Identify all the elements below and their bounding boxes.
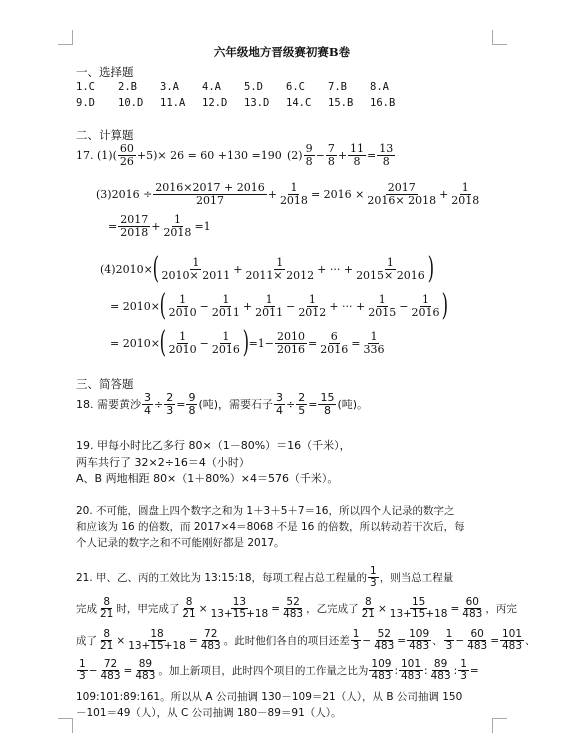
fraction [368,566,379,589]
operator: + [233,262,243,276]
crop-mark-top-left [58,30,73,45]
answer: 16.B [370,97,396,109]
fraction [167,331,199,355]
operator: − [455,634,465,647]
fraction [318,392,336,416]
denominator: 4 [276,403,284,417]
operator: : [424,664,428,677]
numerator: 2017 [387,181,416,194]
fraction [133,659,157,682]
fraction [444,629,455,652]
q21-line2 [76,597,517,620]
fraction [304,143,315,167]
text: 18. 需要黄沙 [76,398,141,412]
q19-line1: 19. 甲每小时比乙多行 80×（1－80%）＝16（千米）， [76,439,351,452]
text: ，乙完成了 [306,603,359,616]
denominator: 3 [352,640,360,653]
fraction [275,331,307,355]
fraction [354,257,427,281]
fraction [209,597,271,620]
left-paren: ( [152,251,159,286]
operator: × [198,602,208,615]
denominator: 2010× 2011 [161,268,231,282]
numerator: 1 [460,658,467,670]
fraction [167,294,199,318]
numerator: 3 [144,391,151,404]
fraction [160,257,233,281]
operator: − [362,634,372,647]
operator: − [286,299,296,313]
fraction [77,659,88,682]
operator: = [188,634,198,647]
operator: 、 [525,635,536,648]
fraction [180,597,197,620]
denominator: 13+15+18 [210,608,269,621]
q17-part1 [76,143,282,167]
expression: =1− [248,336,275,350]
fraction [409,294,441,318]
operator: + [439,187,449,201]
label: = 2010× [110,299,160,313]
numerator: 72 [204,628,218,640]
fraction [210,294,242,318]
numerator: 1 [370,329,378,343]
numerator: 1 [461,181,469,194]
fraction [98,597,115,620]
denominator: 483 [200,640,221,653]
answer: 12.D [202,97,228,109]
numerator: 89 [138,658,153,670]
numerator: 2010 [277,329,306,343]
numerator: 1 [179,329,187,343]
fraction [399,659,423,682]
right-paren: ) [442,288,449,323]
operator: + [242,299,253,313]
operator: = [308,397,318,411]
fraction [361,331,386,355]
fraction [348,143,366,167]
denominator: 2015 [368,305,397,319]
denominator: 21 [361,608,375,621]
operator: × [116,634,126,647]
expression: =1 [194,219,211,233]
denominator: 336 [363,342,385,356]
fraction [278,182,310,206]
numerator: 1 [265,292,273,306]
numerator: 101 [502,628,523,640]
operator: = [108,219,118,233]
numerator: 1 [308,292,316,306]
numerator: 18 [150,628,164,640]
operator: = [308,336,318,350]
numerator: 1 [179,292,187,306]
numerator: 89 [433,658,448,670]
fraction [126,629,188,652]
operator: = [469,664,479,677]
denominator: 483 [430,670,451,683]
denominator: 483 [374,640,395,653]
denominator: 5 [298,403,306,417]
numerator: 1 [386,255,394,269]
denominator: 4 [144,403,151,417]
answer: 14.C [286,97,312,109]
operator: − [88,664,98,677]
operator: + ··· + [329,299,366,313]
denominator: 3 [445,640,453,653]
q17-part4-line2 [110,288,449,323]
crop-mark-bottom-right [492,718,507,733]
denominator: 26 [119,154,134,168]
denominator: 2018 [163,225,192,239]
numerator: 60 [119,142,134,155]
fraction [296,392,307,416]
fraction [465,629,489,652]
answer-row-2 [76,97,412,109]
text: 。此时他们各自的项目还差 [223,635,350,648]
section-heading-choice: 一、选择题 [76,65,134,79]
operator: = [397,634,407,647]
answer: 4.A [202,81,221,93]
numerator: 52 [377,628,391,640]
numerator: 1 [222,292,230,306]
answer: 6.C [286,81,305,93]
expression: = 2016 × [310,187,365,201]
fraction [360,597,377,620]
numerator: 8 [364,596,372,608]
q19-line3: A、B 两地相距 80×（1＋80%）×4＝576（千米）。 [76,472,339,485]
q19-line2: 两车共行了 32×2÷16＝4（小时） [76,456,250,469]
numerator: 15 [320,391,335,404]
denominator: 2018 [279,193,308,207]
denominator: 3 [166,403,174,417]
q21-line3 [76,629,536,652]
numerator: 15 [411,596,426,608]
denominator: 3 [370,577,377,590]
denominator: 483 [467,640,488,653]
numerator: 8 [103,596,111,608]
fraction [372,629,396,652]
numerator: 1 [370,565,377,577]
crop-mark-top-right [492,30,507,45]
numerator: 2 [298,391,306,404]
answer: 5.D [244,81,263,93]
fraction [161,214,193,238]
operator: − [399,299,409,313]
answer: 7.B [328,81,347,93]
fraction [98,629,115,652]
operator: = [490,634,499,647]
label: 17. (1)( [76,148,117,162]
numerator: 60 [470,628,484,640]
label: = 2010× [110,336,160,350]
q18 [76,392,368,416]
operator: = [367,148,377,162]
operator: 、 [432,635,443,648]
numerator: 1 [378,292,386,306]
right-paren: ) [427,251,434,286]
operator: = [450,602,460,615]
fraction [449,182,481,206]
denominator: 3 [79,670,86,683]
fraction [243,257,316,281]
denominator: 8 [327,154,335,168]
numerator: 1 [352,628,360,640]
answer: 11.A [160,97,186,109]
denominator: 2016 [411,305,440,319]
fraction [281,597,305,620]
q21-line1 [76,566,453,589]
denominator: 2011 [211,305,240,319]
operator: : [394,664,398,677]
label: (3)2016 ÷ [96,187,153,201]
operator: ÷ [286,397,296,411]
denominator: 483 [502,640,523,653]
crop-mark-bottom-left [58,718,73,733]
numerator: 109 [409,628,430,640]
denominator: 21 [182,608,196,621]
denominator: 2016 [320,342,349,356]
numerator: 60 [465,596,479,608]
fraction [296,294,328,318]
expression: +5)× 26 = 60 +130 =190 [136,148,282,162]
numerator: 1 [79,658,86,670]
denominator: 2012 [298,305,327,319]
operator: : [453,664,458,677]
text: 完成 [76,603,97,616]
fraction [366,294,398,318]
denominator: 8 [323,403,331,417]
operator: − [199,336,209,350]
text: 成了 [76,635,97,648]
numerator: 101 [401,658,422,670]
denominator: 483 [401,670,422,683]
numerator: 1 [445,628,453,640]
q20-line1: 20. 不可能，圆盘上四个数字之和为 1＋3＋5＋7＝16，所以四个人记录的数字之 [76,505,455,517]
denominator: 483 [100,670,121,683]
denominator: 8 [382,154,390,168]
text: (吨)。 [337,398,369,412]
numerator: 1 [276,255,284,269]
answer: 15.B [328,97,354,109]
answer: 13.D [244,97,270,109]
denominator: 13+15+18 [389,608,448,621]
fraction [210,331,242,355]
denominator: 483 [371,670,392,683]
fraction [388,597,450,620]
answer: 3.A [160,81,179,93]
denominator: 2017 [196,193,224,207]
numerator: 2016×2017 + 2016 [155,181,265,194]
section-heading-calc: 二、计算题 [76,128,134,142]
denominator: 2011 [255,305,284,319]
denominator: 483 [283,608,304,621]
denominator: 2018 [451,193,480,207]
text: 时，甲完成了 [116,603,180,616]
fraction [460,597,484,620]
q20-line2: 和应该为 16 的倍数，而 2017×4＝8068 不是 16 的倍数，所以转动若干次后，每 [76,521,465,533]
numerator: 3 [276,391,284,404]
fraction [118,143,136,167]
fraction [365,182,438,206]
denominator: 483 [135,670,156,683]
numerator: 9 [305,142,313,155]
denominator: 3 [460,670,467,683]
fraction [500,629,524,652]
denominator: 2018 [120,225,149,239]
q17-part4-line3 [110,325,387,360]
denominator: 8 [353,154,361,168]
page-title: 六年级地方晋级赛初赛B卷 [213,45,351,59]
text: ，则当总工程量 [379,572,454,585]
answer-row-1 [76,81,412,93]
denominator: 8 [188,403,196,417]
fraction [274,392,285,416]
right-paren: ) [242,325,249,360]
answer: 1.C [76,81,95,93]
text: ，丙完 [485,603,517,616]
label: (2) [287,148,303,162]
denominator: 8 [305,154,313,168]
q17-part4-line1 [100,251,434,286]
operator: + [151,219,161,233]
fraction [142,392,153,416]
numerator: 109 [371,658,392,670]
denominator: 483 [462,608,483,621]
left-paren: ( [159,325,167,360]
numerator: 8 [103,628,111,640]
fraction [458,659,469,682]
answer: 9.D [76,97,95,109]
fraction [429,659,453,682]
numerator: 8 [185,596,193,608]
section-heading-short: 三、简答题 [76,377,134,391]
numerator: 1 [421,292,429,306]
operator: + [337,148,348,162]
numerator: 13 [232,596,247,608]
denominator: 2016× 2018 [367,193,437,207]
q17-part2 [287,143,396,167]
numerator: 2 [166,391,174,404]
denominator: 2010 [168,305,197,319]
numerator: 52 [286,596,300,608]
text: 21. 甲、乙、丙的工效比为 13:15:18，每项工程占总工程量的 [76,572,368,585]
numerator: 2017 [120,213,149,226]
numerator: 72 [103,658,118,670]
fraction [199,629,223,652]
fraction [326,143,337,167]
q21-line6: －101＝49（人），从 C 公司抽调 180－89＝91（人）。 [76,707,342,719]
denominator: 2011× 2012 [245,268,315,282]
denominator: 2015× 2016 [356,268,425,282]
left-paren: ( [159,288,167,323]
q17-part3-line2 [108,214,211,238]
denominator: 2016 [211,342,240,356]
operator: ÷ [154,397,164,411]
text: 。加上新项目，此时四个项目的工作量之比为 [158,665,369,678]
operator: = [271,602,281,615]
numerator: 9 [188,391,196,404]
q17-part3-line1 [96,182,482,206]
numerator: 1 [192,255,200,269]
fraction [99,659,123,682]
numerator: 7 [327,142,335,155]
operator: = [123,664,133,677]
answer: 2.B [118,81,137,93]
q21-line4 [76,659,479,682]
operator: + ··· + [317,262,354,276]
fraction [164,392,175,416]
operator: + [267,187,277,201]
numerator: 6 [330,329,338,343]
denominator: 21 [100,640,114,653]
answer: 8.A [370,81,389,93]
operator: − [315,148,325,162]
text: (吨)，需要石子 [198,398,274,412]
numerator: 13 [379,142,394,155]
q21-line5: 109:101:89:161。所以从 A 公司抽调 130－109＝21（人），从 B 公司抽调 150 [76,691,463,703]
fraction [253,294,285,318]
operator: = [351,336,361,350]
numerator: 1 [290,181,298,194]
fraction [369,659,393,682]
operator: = [176,397,186,411]
denominator: 21 [100,608,114,621]
denominator: 13+15+18 [128,640,186,653]
fraction [318,331,350,355]
operator: − [199,299,209,313]
q20-line3: 个人记录的数字之和不可能刚好都是 2017。 [76,537,285,549]
denominator: 2016 [277,342,306,356]
fraction [351,629,362,652]
answer: 10.D [118,97,144,109]
fraction [186,392,197,416]
denominator: 483 [409,640,430,653]
fraction [118,214,150,238]
fraction [153,182,266,206]
denominator: 2010 [168,342,197,356]
numerator: 1 [222,329,230,343]
numerator: 11 [350,142,365,155]
numerator: 1 [173,213,181,226]
operator: × [377,602,387,615]
fraction [407,629,431,652]
fraction [377,143,395,167]
label: (4)2010× [100,262,153,276]
